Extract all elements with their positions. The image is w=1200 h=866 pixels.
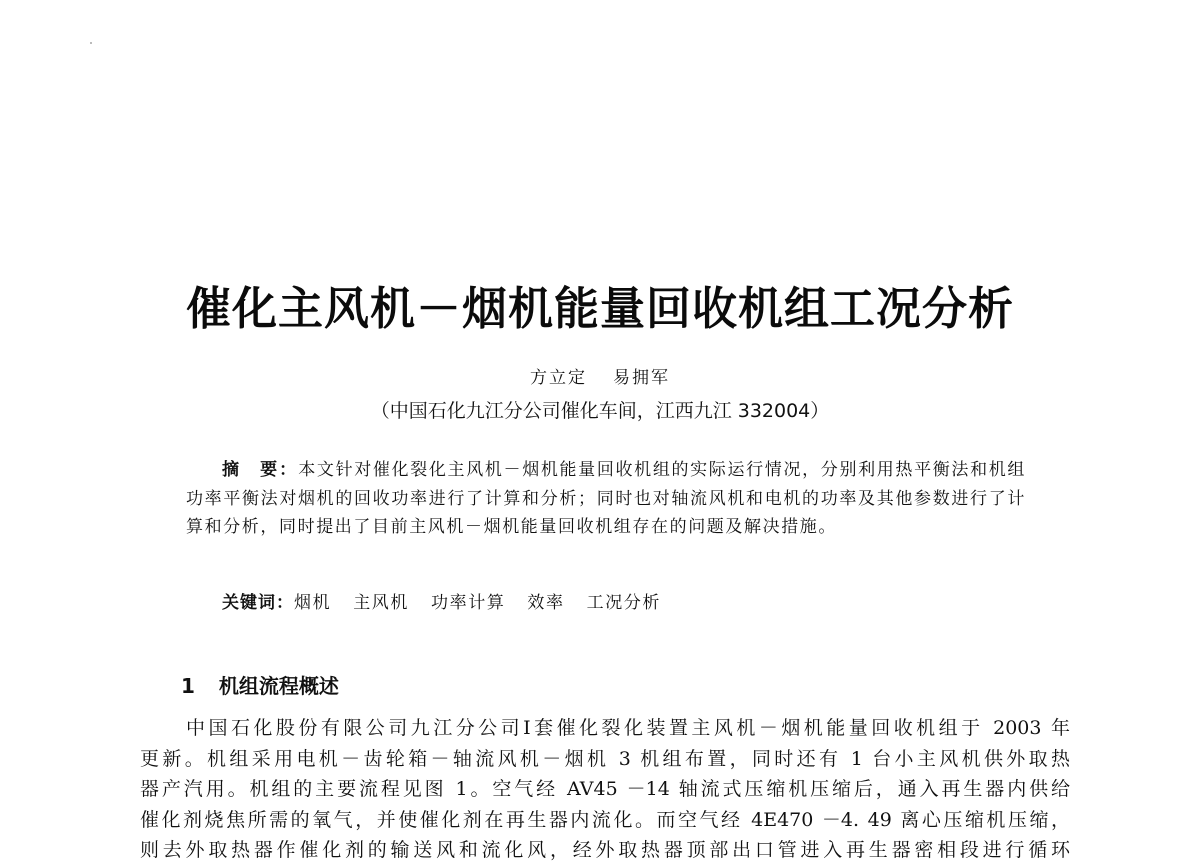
section-number: 1 (181, 674, 195, 698)
section-title: 机组流程概述 (218, 674, 339, 698)
body-paragraph (140, 713, 1070, 866)
paper-title: 催化主风机－烟机能量回收机组工况分析 (185, 282, 1014, 335)
author-line (0, 363, 1200, 388)
author-name: 方立定 (530, 368, 587, 388)
author-name: 易拥军 (613, 368, 670, 388)
keyword: 效率 (527, 593, 565, 613)
abstract-heading: 摘 要： (222, 460, 299, 480)
keyword: 主风机 (353, 593, 410, 613)
body-line: 催化剂烧焦所需的氧气，并使催化剂在再生器内流化。而空气经 4E470 －4. 49 离心压缩机压缩， (140, 808, 1070, 831)
keyword: 功率计算 (431, 593, 506, 613)
affiliation: （中国石化九江分公司催化车间，江西九江 332004） (370, 400, 830, 422)
keywords-heading: 关键词： (222, 593, 294, 613)
keywords (222, 588, 683, 613)
scan-speck (90, 42, 92, 44)
keyword: 烟机 (294, 593, 332, 613)
body-line: 器产汽用。机组的主要流程见图 1。空气经 AV45 －14 轴流式压缩机压缩后，通入再生器内供给 (140, 778, 1070, 800)
body-line: 则去外取热器作催化剂的输送风和流化风，经外取热器顶部出口管进入再生器密相段进行循环 (140, 839, 1070, 861)
body-line: 更新。机组采用电机－齿轮箱－轴流风机－烟机 3 机组布置，同时还有 1 台小主风机供外取热 (140, 747, 1070, 770)
abstract-text: 本文针对催化裂化主风机－烟机能量回收机组的实际运行情况，分别利用热平衡法和机组功率平衡法对烟机的回收功率进行了计算和分析；同时也对轴流风机和电机的功率及其他参数进行了计算和分析，同时提出了目前主风机－烟机能量回收机组存在的问题及解决措施。 (186, 460, 1026, 537)
abstract (186, 456, 1026, 542)
section-heading (181, 670, 339, 699)
body-line: 中国石化股份有限公司九江分公司Ⅰ套催化裂化装置主风机－烟机能量回收机组于 2003 年 (186, 717, 1070, 739)
keyword: 工况分析 (586, 593, 662, 613)
